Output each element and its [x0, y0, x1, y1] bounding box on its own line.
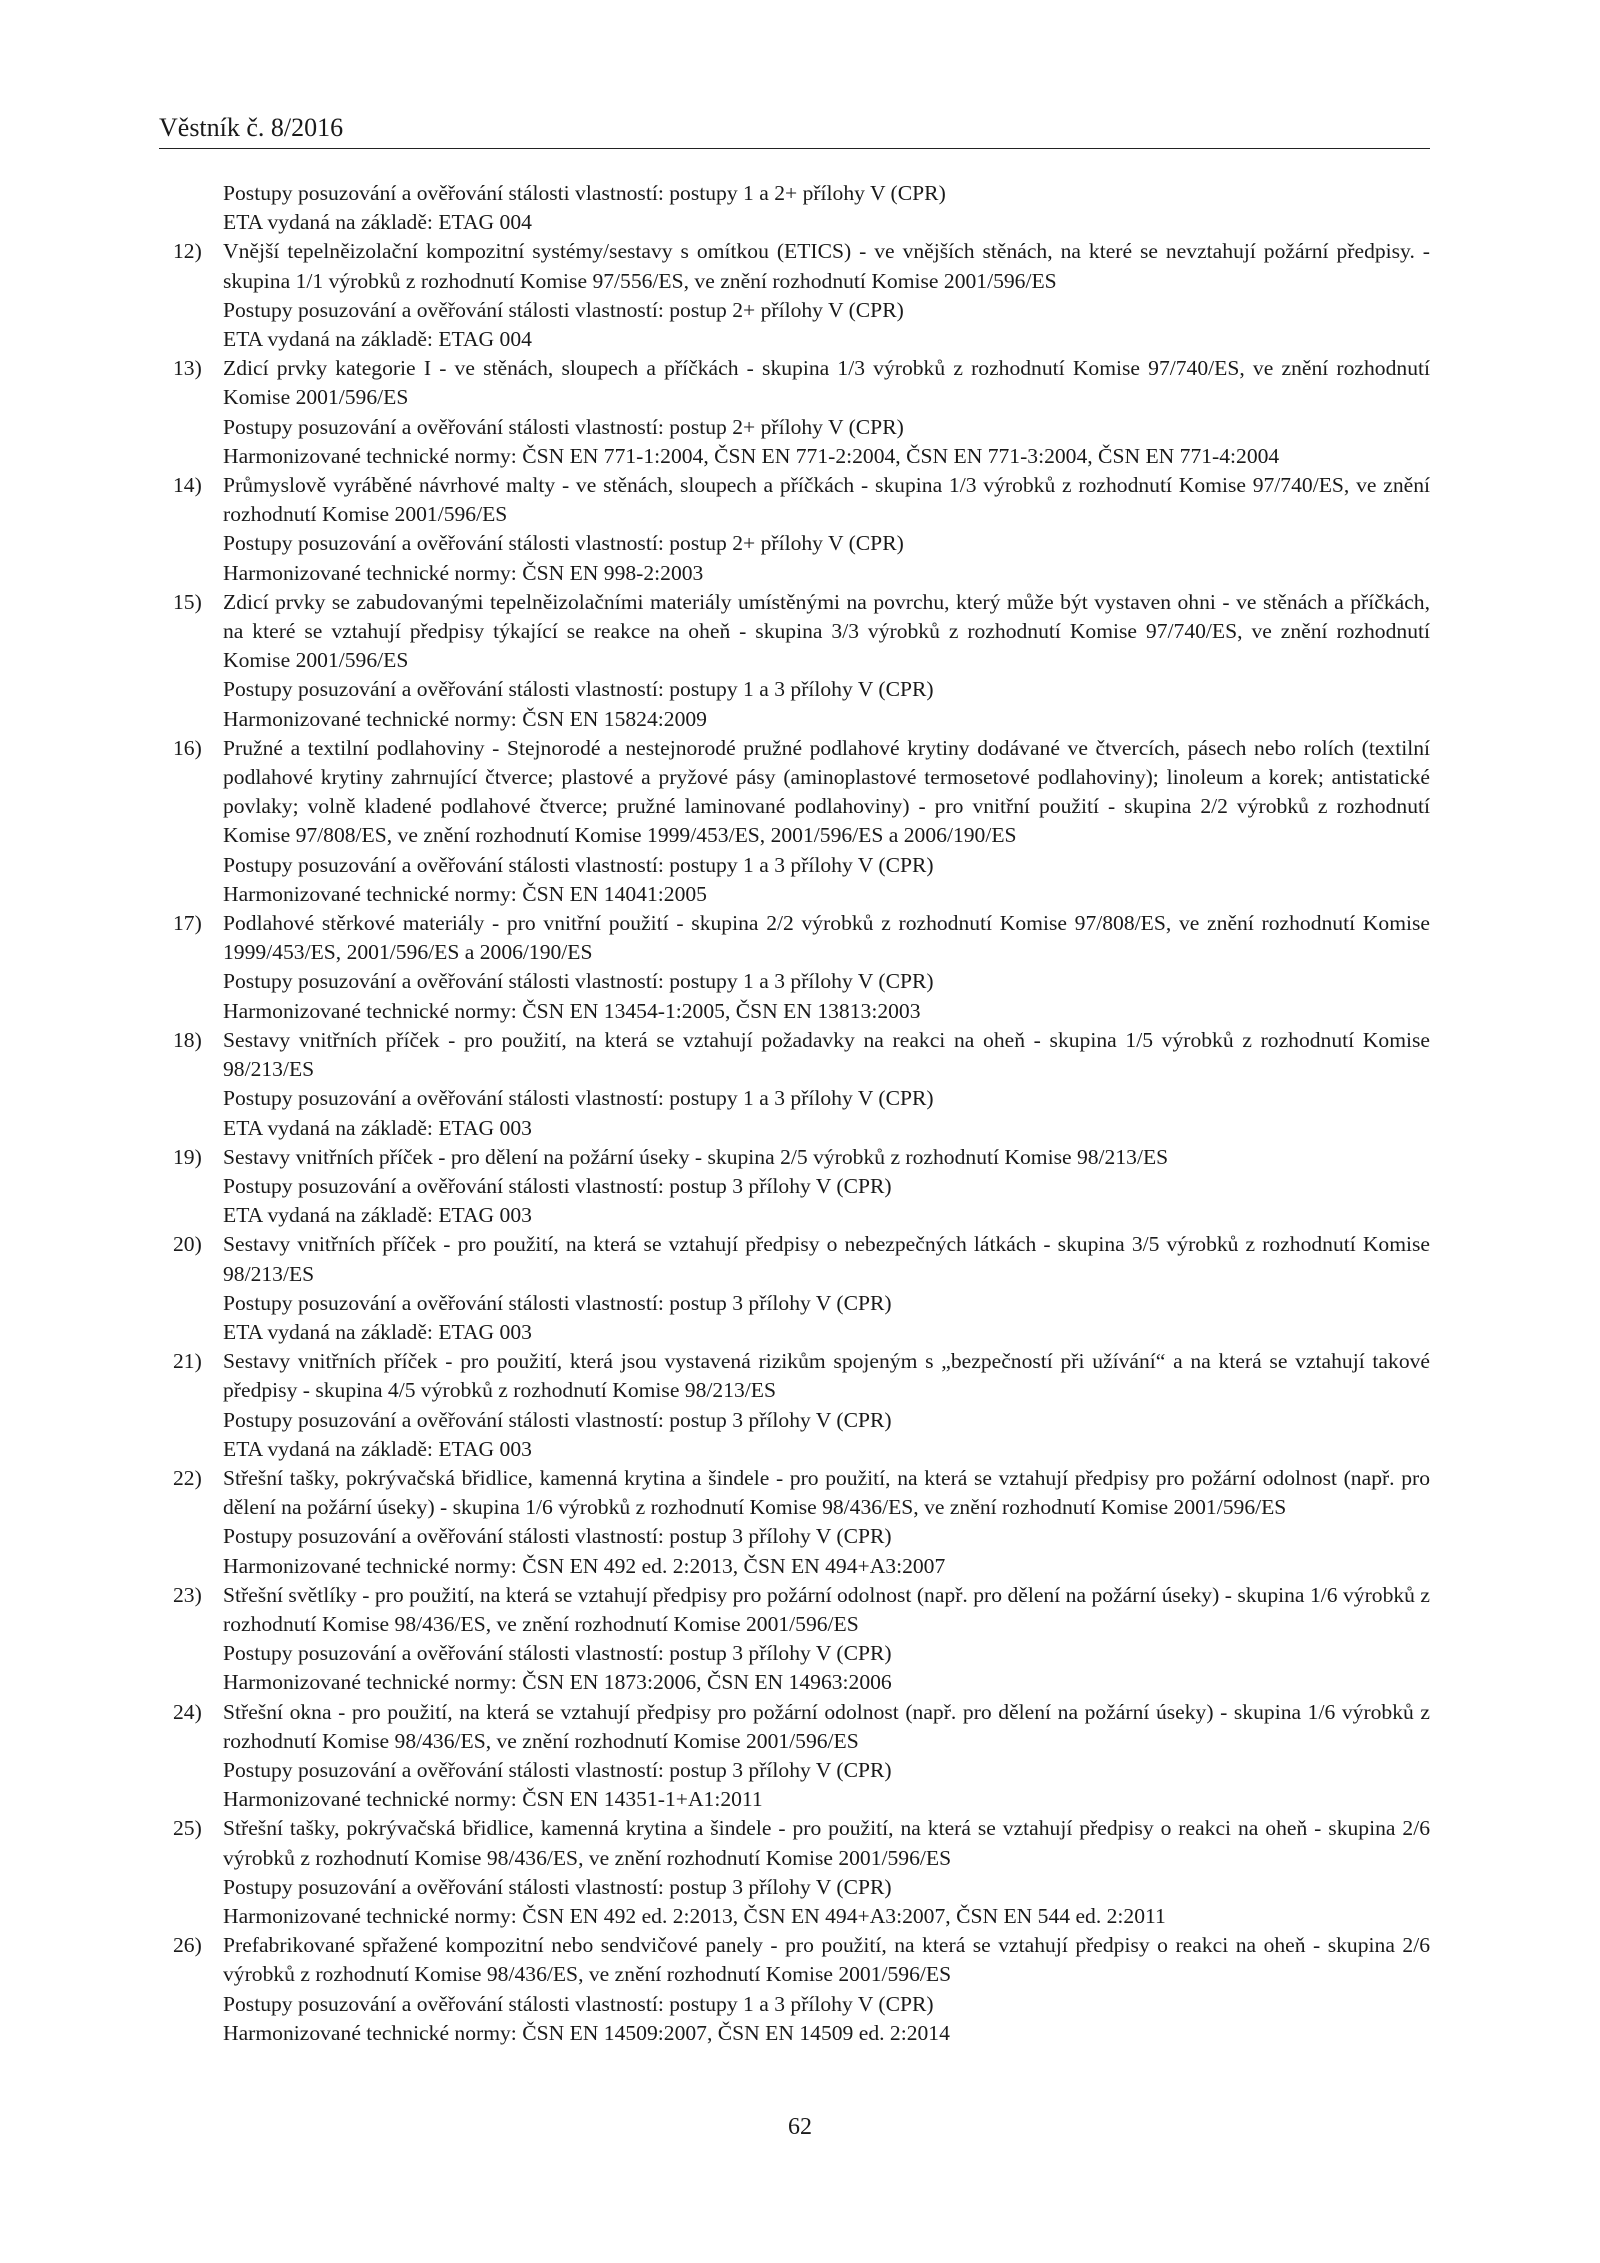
intro-block — [159, 179, 1430, 237]
item-detail-line: Harmonizované technické normy: ČSN EN 14351-1+A1:2011 — [223, 1787, 763, 1812]
list-item — [159, 1464, 1430, 1581]
item-number: 21) — [173, 1349, 202, 1374]
intro-line: ETA vydaná na základě: ETAG 004 — [223, 210, 532, 235]
list-item — [159, 588, 1430, 734]
item-detail-line: Postupy posuzování a ověřování stálosti vlastností: postup 3 přílohy V (CPR) — [223, 1641, 892, 1666]
item-detail-line: Harmonizované technické normy: ČSN EN 492 ed. 2:2013, ČSN EN 494+A3:2007 — [223, 1553, 946, 1578]
list-item — [159, 354, 1430, 471]
item-description: Střešní světlíky - pro použití, na která se vztahují předpisy pro požární odolnost (např. pro dělení na požární úseky) - skupina 1/6 výrobků z rozhodnutí Komise 98/436/ES, ve znění rozhodnutí Komise 2001/596/ES — [223, 1582, 1430, 1636]
item-detail-line: Postupy posuzování a ověřování stálosti vlastností: postup 3 přílohy V (CPR) — [223, 1524, 892, 1549]
item-number: 12) — [173, 239, 202, 264]
item-number: 16) — [173, 735, 202, 760]
item-detail-line: Postupy posuzování a ověřování stálosti vlastností: postup 3 přílohy V (CPR) — [223, 1757, 892, 1782]
item-detail-line: ETA vydaná na základě: ETAG 003 — [223, 1436, 532, 1461]
item-detail-line: Postupy posuzování a ověřování stálosti vlastností: postup 3 přílohy V (CPR) — [223, 1173, 892, 1198]
item-detail-line: Postupy posuzování a ověřování stálosti vlastností: postupy 1 a 3 přílohy V (CPR) — [223, 677, 934, 702]
item-description: Průmyslově vyráběné návrhové malty - ve stěnách, sloupech a příčkách - skupina 1/3 výrobků z rozhodnutí Komise 97/740/ES, ve znění rozhodnutí Komise 2001/596/ES — [223, 473, 1430, 527]
item-number: 15) — [173, 589, 202, 614]
list-item — [159, 1347, 1430, 1464]
item-number: 19) — [173, 1144, 202, 1169]
item-detail-line: Harmonizované technické normy: ČSN EN 998-2:2003 — [223, 560, 704, 585]
item-number: 24) — [173, 1699, 202, 1724]
item-detail-line: Harmonizované technické normy: ČSN EN 771-1:2004, ČSN EN 771-2:2004, ČSN EN 771-3:2004, ČSN EN 771-4:2004 — [223, 443, 1280, 468]
item-number: 23) — [173, 1582, 202, 1607]
item-description: Zdicí prvky se zabudovanými tepelněizolačními materiály umístěnými na povrchu, který může být vystaven ohni - ve stěnách a příčkách, na které se vztahují předpisy týkající se reakce na oheň - skupina 3/3 výrobků z rozhodnutí Komise 97/740/ES, ve znění rozhodnutí Komise 2001/596/ES — [223, 589, 1430, 673]
item-detail-line: Harmonizované technické normy: ČSN EN 14509:2007, ČSN EN 14509 ed. 2:2014 — [223, 2020, 950, 2045]
item-detail-line: Postupy posuzování a ověřování stálosti vlastností: postup 3 přílohy V (CPR) — [223, 1874, 892, 1899]
page-number: 62 — [788, 2114, 812, 2140]
item-detail-line: Postupy posuzování a ověřování stálosti vlastností: postupy 1 a 3 přílohy V (CPR) — [223, 852, 934, 877]
item-detail-line: Postupy posuzování a ověřování stálosti vlastností: postupy 1 a 3 přílohy V (CPR) — [223, 1086, 934, 1111]
item-number: 18) — [173, 1027, 202, 1052]
item-detail-line: Postupy posuzování a ověřování stálosti vlastností: postupy 1 a 3 přílohy V (CPR) — [223, 1991, 934, 2016]
item-detail-line: ETA vydaná na základě: ETAG 003 — [223, 1319, 532, 1344]
list-item — [159, 1581, 1430, 1698]
item-detail-line: Harmonizované technické normy: ČSN EN 15824:2009 — [223, 706, 707, 731]
list-item — [159, 1026, 1430, 1143]
item-description: Vnější tepelněizolační kompozitní systémy/sestavy s omítkou (ETICS) - ve vnějších stěnách, na které se nevztahují požární předpisy. - skupina 1/1 výrobků z rozhodnutí Komise 97/556/ES, ve znění rozhodnutí Komise 2001/596/ES — [223, 239, 1430, 293]
item-description: Střešní tašky, pokrývačská břidlice, kamenná krytina a šindele - pro použití, na která se vztahují předpisy pro požární odolnost (např. pro dělení na požární úseky) - skupina 1/6 výrobků z rozhodnutí Komise 98/436/ES, ve znění rozhodnutí Komise 2001/596/ES — [223, 1465, 1430, 1520]
list-item — [159, 734, 1430, 909]
item-detail-line: ETA vydaná na základě: ETAG 004 — [223, 327, 532, 352]
item-description: Sestavy vnitřních příček - pro použití, která jsou vystavená rizikům spojeným s „bezpečností při užívání“ a na která se vztahují takové předpisy - skupina 4/5 výrobků z rozhodnutí Komise 98/213/ES — [223, 1349, 1430, 1403]
product-list — [159, 237, 1430, 2048]
item-detail-line: Harmonizované technické normy: ČSN EN 14041:2005 — [223, 881, 707, 906]
item-description: Sestavy vnitřních příček - pro použití, na která se vztahují předpisy o nebezpečných látkách - skupina 3/5 výrobků z rozhodnutí Komise 98/213/ES — [223, 1232, 1430, 1286]
item-description: Zdicí prvky kategorie I - ve stěnách, sloupech a příčkách - skupina 1/3 výrobků z rozhodnutí Komise 97/740/ES, ve znění rozhodnutí Komise 2001/596/ES — [223, 356, 1430, 410]
list-item — [159, 471, 1430, 588]
list-item — [159, 1814, 1430, 1931]
list-item — [159, 909, 1430, 1026]
item-detail-line: Postupy posuzování a ověřování stálosti vlastností: postup 2+ přílohy V (CPR) — [223, 297, 904, 322]
item-description: Sestavy vnitřních příček - pro použití, na která se vztahují požadavky na reakci na oheň - skupina 1/5 výrobků z rozhodnutí Komise 98/213/ES — [223, 1027, 1430, 1082]
item-number: 20) — [173, 1232, 202, 1257]
item-detail-line: Postupy posuzování a ověřování stálosti vlastností: postup 2+ přílohy V (CPR) — [223, 414, 904, 439]
item-description: Pružné a textilní podlahoviny - Stejnorodé a nestejnorodé pružné podlahové krytiny dodávané ve čtvercích, pásech nebo rolích (textilní podlahové krytiny zahrnující čtverce; plastové a pryžové pásy (aminoplastové termosetové podlahoviny); linoleum a korek; antistatické povlaky; volně kladené podlahové čtverce; pružné laminované podlahoviny) - pro vnitřní použití - skupina 2/2 výrobků z rozhodnutí Komise 97/808/ES, ve znění rozhodnutí Komise 1999/453/ES, 2001/596/ES a 2006/190/ES — [223, 735, 1430, 848]
list-item — [159, 1698, 1430, 1815]
item-number: 25) — [173, 1816, 202, 1841]
item-detail-line: Postupy posuzování a ověřování stálosti vlastností: postupy 1 a 3 přílohy V (CPR) — [223, 969, 934, 994]
journal-title: Věstník č. 8/2016 — [159, 113, 344, 142]
item-number: 26) — [173, 1933, 202, 1958]
item-number: 17) — [173, 911, 202, 936]
item-number: 22) — [173, 1465, 202, 1490]
list-item — [159, 237, 1430, 354]
intro-line: Postupy posuzování a ověřování stálosti vlastností: postupy 1 a 2+ přílohy V (CPR) — [223, 181, 946, 205]
item-number: 13) — [173, 356, 202, 381]
item-detail-line: Harmonizované technické normy: ČSN EN 492 ed. 2:2013, ČSN EN 494+A3:2007, ČSN EN 544 ed. 2:2011 — [223, 1903, 1166, 1928]
item-description: Střešní tašky, pokrývačská břidlice, kamenná krytina a šindele - pro použití, na která se vztahují předpisy o reakci na oheň - skupina 2/6 výrobků z rozhodnutí Komise 98/436/ES, ve znění rozhodnutí Komise 2001/596/ES — [223, 1816, 1430, 1870]
item-description: Sestavy vnitřních příček - pro dělení na požární úseky - skupina 2/5 výrobků z rozhodnutí Komise 98/213/ES — [223, 1144, 1169, 1169]
item-detail-line: ETA vydaná na základě: ETAG 003 — [223, 1203, 532, 1228]
list-item — [159, 1931, 1430, 2048]
item-detail-line: Postupy posuzování a ověřování stálosti vlastností: postup 3 přílohy V (CPR) — [223, 1290, 892, 1315]
page-content — [159, 179, 1430, 2048]
page-header — [159, 112, 1430, 149]
item-detail-line: Postupy posuzování a ověřování stálosti vlastností: postup 3 přílohy V (CPR) — [223, 1407, 892, 1432]
list-item — [159, 1143, 1430, 1231]
item-description: Prefabrikované spřažené kompozitní nebo sendvičové panely - pro použití, na která se vztahují předpisy o reakci na oheň - skupina 2/6 výrobků z rozhodnutí Komise 98/436/ES, ve znění rozhodnutí Komise 2001/596/ES — [223, 1933, 1430, 1987]
item-description: Podlahové stěrkové materiály - pro vnitřní použití - skupina 2/2 výrobků z rozhodnutí Komise 97/808/ES, ve znění rozhodnutí Komise 1999/453/ES, 2001/596/ES a 2006/190/ES — [223, 911, 1430, 965]
item-description: Střešní okna - pro použití, na která se vztahují předpisy pro požární odolnost (např. pro dělení na požární úseky) - skupina 1/6 výrobků z rozhodnutí Komise 98/436/ES, ve znění rozhodnutí Komise 2001/596/ES — [223, 1699, 1430, 1753]
item-detail-line: Harmonizované technické normy: ČSN EN 13454-1:2005, ČSN EN 13813:2003 — [223, 998, 921, 1023]
item-detail-line: ETA vydaná na základě: ETAG 003 — [223, 1115, 532, 1140]
item-detail-line: Postupy posuzování a ověřování stálosti vlastností: postup 2+ přílohy V (CPR) — [223, 531, 904, 556]
list-item — [159, 1230, 1430, 1347]
item-number: 14) — [173, 473, 202, 498]
item-detail-line: Harmonizované technické normy: ČSN EN 1873:2006, ČSN EN 14963:2006 — [223, 1670, 892, 1695]
